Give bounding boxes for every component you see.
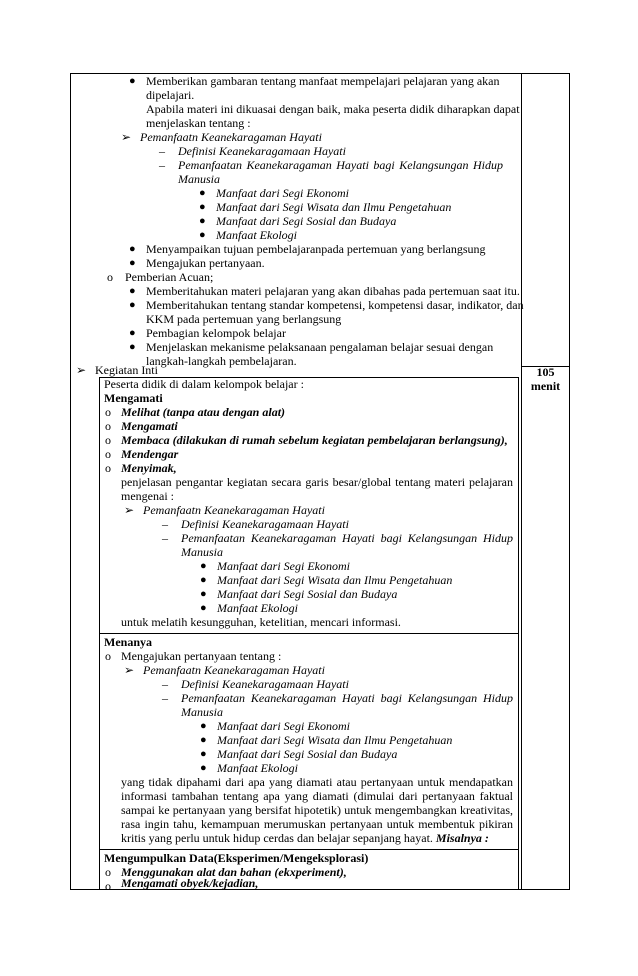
bullet-icon: ●: [200, 762, 207, 774]
mengamati-activity: Membaca (dilakukan di rumah sebelum kegiatan pembelajaran berlangsung),: [121, 433, 508, 447]
subtopic-line: Pemanfaatan Keanekaragaman Hayati bagi Kelangsungan Hidup: [181, 691, 513, 705]
subtopic-line: Manusia: [181, 545, 223, 559]
bullet-icon: ●: [199, 229, 206, 241]
duration-value: 105: [536, 365, 555, 379]
subtopic-line: Manusia: [181, 705, 223, 719]
bullet-icon: ●: [129, 341, 136, 353]
inti-title: Kegiatan Inti: [95, 363, 158, 377]
subtopic-line: Manusia: [178, 172, 220, 186]
arrow-bullet-icon: ➢: [121, 130, 132, 144]
manfaat-item: Manfaat dari Segi Wisata dan Ilmu Pengetahuan: [217, 733, 453, 747]
menanya-paragraph: sampai ke pertanyaan yang bersifat hipotetik) untuk mengembangkan kreativitas,: [121, 803, 513, 817]
bullet-icon: ●: [129, 299, 136, 311]
intro-line: Apabila materi ini dikuasai dengan baik, maka peserta didik diharapkan dapat: [146, 102, 520, 116]
manfaat-item: Manfaat dari Segi Ekonomi: [217, 559, 350, 573]
menanya-heading: Menanya: [104, 635, 152, 649]
manfaat-item: Manfaat Ekologi: [216, 228, 297, 242]
inti-intro: Peserta didik di dalam kelompok belajar :: [104, 377, 304, 391]
circle-bullet-icon: o: [105, 447, 111, 461]
bullet-icon: ●: [129, 243, 136, 255]
arrow-bullet-icon: ➢: [124, 663, 135, 677]
menanya-activity: Mengajukan pertanyaan tentang :: [121, 649, 282, 663]
mengamati-activity: Mendengar: [121, 447, 179, 461]
intro-line: Memberitahukan tentang standar kompetensi, kompetensi dasar, indikator, dan: [146, 298, 524, 312]
bullet-icon: ●: [200, 720, 207, 732]
bullet-icon: ●: [129, 327, 136, 339]
topic-heading: Pemanfaatn Keanekaragaman Hayati: [143, 663, 325, 677]
circle-bullet-icon: o: [105, 419, 111, 433]
mengamati-paragraph: penjelasan pengantar kegiatan secara garis besar/global tentang materi pelajaran: [121, 475, 513, 489]
manfaat-item: Manfaat dari Segi Sosial dan Budaya: [216, 214, 397, 228]
bullet-icon: ●: [200, 734, 207, 746]
subtopic-line: Definisi Keanekaragamaan Hayati: [181, 677, 349, 691]
mengamati-activity: Menyimak,: [121, 461, 177, 475]
bullet-icon: ●: [200, 560, 207, 572]
bullet-icon: ●: [129, 285, 136, 297]
menanya-mengumpulkan-divider: [99, 849, 519, 850]
intro-line: Memberikan gambaran tentang manfaat mempelajari pelajaran yang akan: [146, 74, 500, 88]
dash-icon: –: [162, 691, 168, 705]
manfaat-item: Manfaat dari Segi Sosial dan Budaya: [217, 587, 398, 601]
manfaat-item: Manfaat Ekologi: [217, 761, 298, 775]
manfaat-item: Manfaat dari Segi Ekonomi: [216, 186, 349, 200]
intro-line: Pembagian kelompok belajar: [146, 326, 286, 340]
intro-line: KKM pada pertemuan yang berlangsung: [146, 312, 342, 326]
menanya-paragraph-last: [121, 832, 489, 846]
mengumpulkan-heading: Mengumpulkan Data(Eksperimen/Mengeksplorasi): [104, 851, 369, 865]
circle-bullet-icon: o: [107, 270, 113, 284]
intro-line: langkah-langkah pembelajaran.: [146, 354, 297, 368]
manfaat-item: Manfaat dari Segi Ekonomi: [217, 719, 350, 733]
dash-icon: –: [162, 531, 168, 545]
circle-bullet-icon: o: [105, 461, 111, 475]
circle-bullet-icon: o: [105, 405, 111, 419]
duration-unit: menit: [530, 379, 561, 393]
circle-bullet-icon: o: [105, 879, 111, 893]
arrow-bullet-icon: ➢: [76, 363, 87, 377]
circle-bullet-icon: o: [105, 649, 111, 663]
dash-icon: –: [162, 677, 168, 691]
intro-line: Menyampaikan tujuan pembelajaranpada pertemuan yang berlangsung: [146, 242, 486, 256]
section-line: Pemberian Acuan;: [125, 270, 214, 284]
manfaat-item: Manfaat dari Segi Wisata dan Ilmu Pengetahuan: [217, 573, 453, 587]
intro-line: dipelajari.: [146, 88, 195, 102]
mengamati-closing: untuk melatih kesungguhan, ketelitian, mencari informasi.: [121, 615, 401, 629]
bullet-icon: ●: [199, 187, 206, 199]
menanya-paragraph: informasi tambahan tentang apa yang diamati (dimulai dari pertanyaan faktual: [121, 789, 513, 803]
bullet-icon: ●: [129, 257, 136, 269]
bullet-icon: ●: [200, 602, 207, 614]
bullet-icon: ●: [199, 215, 206, 227]
bullet-icon: ●: [199, 201, 206, 213]
column-divider: [521, 73, 522, 890]
manfaat-item: Manfaat dari Segi Sosial dan Budaya: [217, 747, 398, 761]
dash-icon: –: [159, 144, 165, 158]
arrow-bullet-icon: ➢: [124, 503, 135, 517]
misalnya-label: Misalnya :: [435, 831, 489, 845]
subtopic-line: Definisi Keanekaragamaan Hayati: [178, 144, 346, 158]
menanya-paragraph: rasa ingin tahu, kemampuan merumuskan pertanyaan untuk membentuk pikiran: [121, 817, 513, 831]
topic-heading: Pemanfaatn Keanekaragaman Hayati: [140, 130, 322, 144]
topic-heading: Pemanfaatn Keanekaragaman Hayati: [143, 503, 325, 517]
subtopic-line: Definisi Keanekaragamaan Hayati: [181, 517, 349, 531]
intro-line: Memberitahukan materi pelajaran yang akan dibahas pada pertemuan saat itu.: [146, 284, 520, 298]
manfaat-item: Manfaat dari Segi Wisata dan Ilmu Pengetahuan: [216, 200, 452, 214]
circle-bullet-icon: o: [105, 433, 111, 447]
mengumpulkan-activity: Menggunakan alat dan bahan (ekxperiment),: [121, 865, 347, 879]
bullet-icon: ●: [200, 574, 207, 586]
intro-line: Menjelaskan mekanisme pelaksanaan pengalaman belajar sesuai dengan: [146, 340, 494, 354]
mengamati-activity: Mengamati: [121, 419, 178, 433]
menanya-paragraph: yang tidak dipahami dari apa yang diamati atau pertanyaan untuk mendapatkan: [121, 775, 513, 789]
mengamati-menanya-divider: [99, 633, 519, 634]
mengumpulkan-activity: Mengamati obyek/kejadian,: [121, 876, 259, 890]
bullet-icon: ●: [129, 75, 136, 87]
intro-line: menjelaskan tentang :: [146, 116, 251, 130]
menanya-paragraph-text: kritis yang perlu untuk hidup cerdas dan belajar sepanjang hayat.: [121, 831, 433, 845]
bullet-icon: ●: [200, 748, 207, 760]
circle-bullet-icon: o: [105, 865, 111, 879]
bullet-icon: ●: [200, 588, 207, 600]
mengamati-paragraph: mengenai :: [121, 489, 174, 503]
dash-icon: –: [159, 158, 165, 172]
subtopic-line: Pemanfaatan Keanekaragaman Hayati bagi Kelangsungan Hidup: [178, 158, 503, 172]
intro-line: Mengajukan pertanyaan.: [146, 256, 265, 270]
mengamati-activity: Melihat (tanpa atau dengan alat): [121, 405, 286, 419]
subtopic-line: Pemanfaatan Keanekaragaman Hayati bagi Kelangsungan Hidup: [181, 531, 513, 545]
mengamati-heading: Mengamati: [104, 391, 163, 405]
manfaat-item: Manfaat Ekologi: [217, 601, 298, 615]
dash-icon: –: [162, 517, 168, 531]
